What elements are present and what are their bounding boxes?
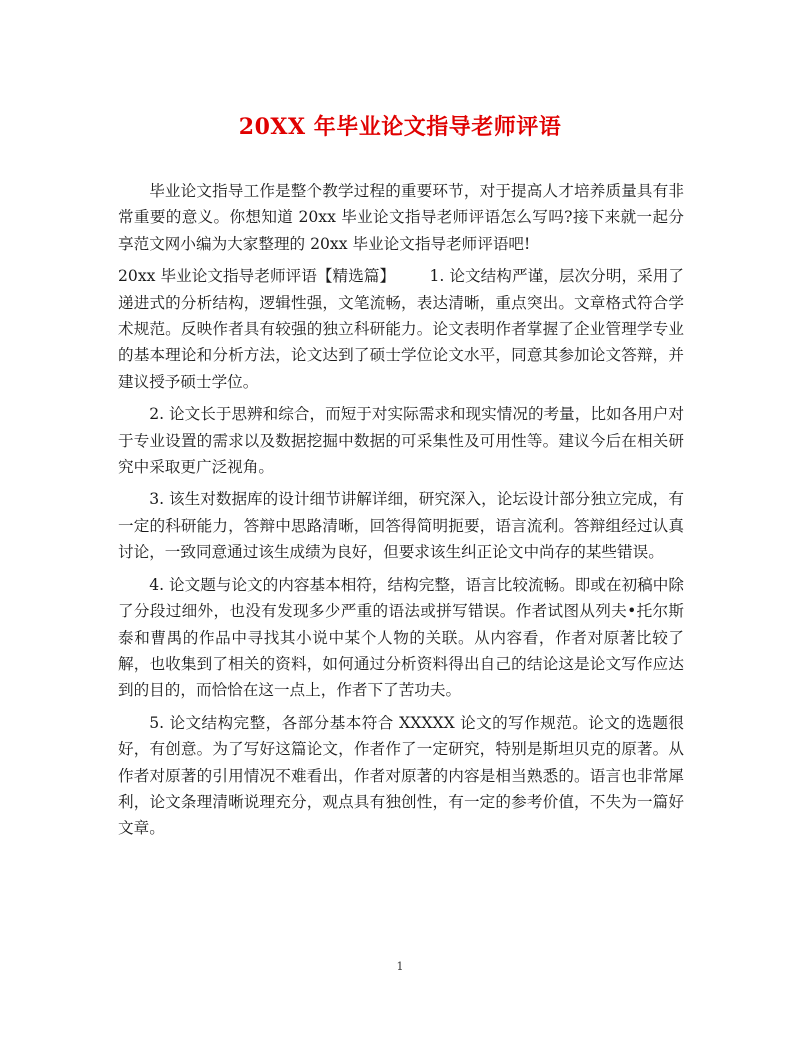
page-number: 1 bbox=[396, 960, 404, 973]
document-body bbox=[118, 178, 684, 848]
item-2-paragraph: 2. 论文长于思辨和综合，而短于对实际需求和现实情况的考量，比如各用户对于专业设置的需求以及数据挖掘中数据的可采集性及可用性等。建议今后在相关研究中采取更广泛视角。 bbox=[118, 405, 684, 477]
section-label: 20xx 毕业论文指导老师评语【精选篇】 bbox=[118, 267, 396, 286]
item-4-paragraph: 4. 论文题与论文的内容基本相符，结构完整，语言比较流畅。即或在初稿中除了分段过细外，也没有发现多少严重的语法或拼写错误。作者试图从列夫•托尔斯泰和曹禺的作品中寻找其小说中某个人物的关联。从内容看，作者对原著比较了解，也收集到了相关的资料，如何通过分析资料得出自己的结论这是论文写作应达到的目的，而恰恰在这一点上，作者下了苦功夫。 bbox=[118, 575, 684, 700]
item-1-paragraph bbox=[118, 263, 684, 395]
item-1-text: 1. 论文结构严谨，层次分明，采用了递进式的分析结构，逻辑性强，文笔流畅，表达清晰，重点突出。文章格式符合学术规范。反映作者具有较强的独立科研能力。论文表明作者掌握了企业管理学专业的基本理论和分析方法，论文达到了硕士学位论文水平，同意其参加论文答辩，并建议授予硕士学位。 bbox=[118, 267, 685, 391]
intro-paragraph: 毕业论文指导工作是整个教学过程的重要环节，对于提高人才培养质量具有非常重要的意义。你想知道 20xx 毕业论文指导老师评语怎么写吗?接下来就一起分享范文网小编为大家整理的 20xx 毕业论文指导老师评语吧! bbox=[118, 182, 684, 253]
document-title: 20XX 年毕业论文指导老师评语 bbox=[238, 114, 562, 140]
item-5-paragraph: 5. 论文结构完整，各部分基本符合 XXXXX 论文的写作规范。论文的选题很好，有创意。为了写好这篇论文，作者作了一定研究，特别是斯坦贝克的原著。从作者对原著的引用情况不难看出，作者对原著的内容是相当熟悉的。语言也非常犀利，论文条理清晰说理充分，观点具有独创性，有一定的参考价值，不失为一篇好文章。 bbox=[118, 713, 684, 838]
item-3-paragraph: 3. 该生对数据库的设计细节讲解详细，研究深入，论坛设计部分独立完成，有一定的科研能力，答辩中思路清晰，回答得简明扼要，语言流利。答辩组经过认真讨论，一致同意通过该生成绩为良好，但要求该生纠正论文中尚存的某些错误。 bbox=[118, 490, 684, 562]
